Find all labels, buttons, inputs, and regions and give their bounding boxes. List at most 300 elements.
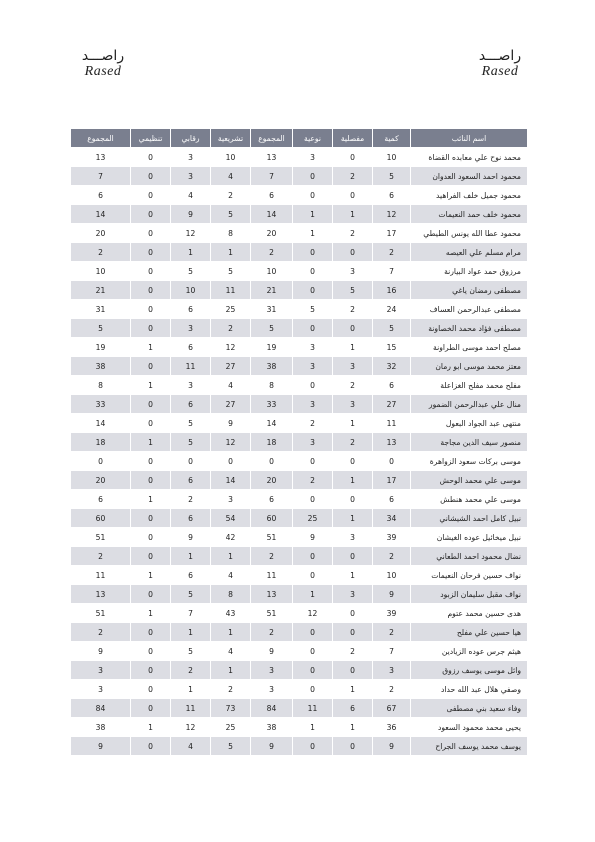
value-cell: 4 — [171, 737, 211, 756]
column-header: اسم النائب — [411, 129, 528, 148]
value-cell: 15 — [373, 338, 411, 357]
value-cell: 33 — [71, 395, 131, 414]
value-cell: 1 — [333, 566, 373, 585]
value-cell: 7 — [251, 167, 293, 186]
value-cell: 1 — [333, 471, 373, 490]
value-cell: 2 — [71, 623, 131, 642]
value-cell: 0 — [131, 224, 171, 243]
value-cell: 0 — [131, 262, 171, 281]
mp-name-cell: منال علي عبدالرحمن الضمور — [411, 395, 528, 414]
value-cell: 4 — [211, 642, 251, 661]
value-cell: 20 — [251, 471, 293, 490]
value-cell: 1 — [171, 547, 211, 566]
value-cell: 2 — [333, 224, 373, 243]
value-cell: 2 — [333, 433, 373, 452]
value-cell: 1 — [333, 680, 373, 699]
value-cell: 20 — [71, 471, 131, 490]
value-cell: 36 — [373, 718, 411, 737]
value-cell: 0 — [333, 604, 373, 623]
value-cell: 0 — [131, 528, 171, 547]
value-cell: 38 — [251, 357, 293, 376]
rased-logo-left — [68, 48, 138, 80]
value-cell: 13 — [251, 148, 293, 167]
column-header: تنظيمي — [131, 129, 171, 148]
mp-name-cell: محمود عطا الله يونس الطيطي — [411, 224, 528, 243]
value-cell: 1 — [211, 243, 251, 262]
mp-name-cell: مرزوق حمد عواد البيارنة — [411, 262, 528, 281]
value-cell: 7 — [71, 167, 131, 186]
table-row — [71, 414, 528, 433]
value-cell: 11 — [171, 357, 211, 376]
value-cell: 3 — [171, 148, 211, 167]
value-cell: 0 — [251, 452, 293, 471]
value-cell: 3 — [333, 528, 373, 547]
value-cell: 0 — [71, 452, 131, 471]
value-cell: 32 — [373, 357, 411, 376]
table-row — [71, 623, 528, 642]
value-cell: 6 — [171, 395, 211, 414]
value-cell: 19 — [71, 338, 131, 357]
value-cell: 39 — [373, 528, 411, 547]
value-cell: 38 — [251, 718, 293, 737]
value-cell: 4 — [211, 167, 251, 186]
value-cell: 3 — [293, 357, 333, 376]
table-row — [71, 395, 528, 414]
value-cell: 5 — [211, 737, 251, 756]
value-cell: 1 — [333, 205, 373, 224]
value-cell: 0 — [333, 661, 373, 680]
mp-name-cell: وفاء سعيد بني مصطفى — [411, 699, 528, 718]
value-cell: 9 — [373, 585, 411, 604]
table-row — [71, 186, 528, 205]
value-cell: 13 — [71, 148, 131, 167]
mp-name-cell: يوسف محمد يوسف الجراح — [411, 737, 528, 756]
value-cell: 10 — [71, 262, 131, 281]
value-cell: 6 — [251, 490, 293, 509]
value-cell: 10 — [171, 281, 211, 300]
value-cell: 5 — [211, 205, 251, 224]
value-cell: 0 — [131, 414, 171, 433]
table-row — [71, 547, 528, 566]
value-cell: 0 — [131, 585, 171, 604]
value-cell: 11 — [251, 566, 293, 585]
value-cell: 0 — [293, 737, 333, 756]
value-cell: 2 — [71, 547, 131, 566]
value-cell: 0 — [293, 642, 333, 661]
mp-name-cell: مصطفى فؤاد محمد الخصاونة — [411, 319, 528, 338]
value-cell: 0 — [293, 490, 333, 509]
value-cell: 1 — [131, 566, 171, 585]
value-cell: 9 — [71, 642, 131, 661]
value-cell: 0 — [333, 452, 373, 471]
value-cell: 1 — [211, 547, 251, 566]
value-cell: 39 — [373, 604, 411, 623]
column-header: رقابي — [171, 129, 211, 148]
value-cell: 0 — [333, 243, 373, 262]
table-row — [71, 661, 528, 680]
value-cell: 19 — [251, 338, 293, 357]
value-cell: 0 — [131, 471, 171, 490]
value-cell: 1 — [333, 718, 373, 737]
table-row — [71, 509, 528, 528]
table-row — [71, 205, 528, 224]
value-cell: 27 — [373, 395, 411, 414]
table-row — [71, 718, 528, 737]
table-row — [71, 642, 528, 661]
value-cell: 34 — [373, 509, 411, 528]
value-cell: 51 — [251, 528, 293, 547]
table-row — [71, 471, 528, 490]
value-cell: 5 — [71, 319, 131, 338]
table-row — [71, 300, 528, 319]
mp-name-cell: موسى علي محمد هنطش — [411, 490, 528, 509]
mp-name-cell: موسى بركات سعود الزواهرة — [411, 452, 528, 471]
mp-name-cell: هيثم جرس عوده الزيادين — [411, 642, 528, 661]
value-cell: 18 — [251, 433, 293, 452]
table-row — [71, 338, 528, 357]
value-cell: 51 — [71, 528, 131, 547]
column-header: تشريعية — [211, 129, 251, 148]
value-cell: 6 — [71, 186, 131, 205]
value-cell: 6 — [171, 300, 211, 319]
value-cell: 10 — [251, 262, 293, 281]
value-cell: 0 — [131, 243, 171, 262]
value-cell: 3 — [251, 680, 293, 699]
value-cell: 2 — [333, 642, 373, 661]
mp-name-cell: محمود خلف حمد النعيمات — [411, 205, 528, 224]
value-cell: 14 — [211, 471, 251, 490]
value-cell: 0 — [293, 319, 333, 338]
value-cell: 14 — [71, 205, 131, 224]
value-cell: 33 — [251, 395, 293, 414]
mp-name-cell: مفلح محمد مفلح الغزاعلة — [411, 376, 528, 395]
value-cell: 0 — [131, 452, 171, 471]
value-cell: 10 — [373, 148, 411, 167]
value-cell: 6 — [251, 186, 293, 205]
value-cell: 9 — [211, 414, 251, 433]
value-cell: 3 — [293, 433, 333, 452]
value-cell: 21 — [71, 281, 131, 300]
value-cell: 13 — [71, 585, 131, 604]
value-cell: 9 — [251, 642, 293, 661]
value-cell: 3 — [211, 490, 251, 509]
table-row — [71, 148, 528, 167]
table-row — [71, 433, 528, 452]
value-cell: 18 — [71, 433, 131, 452]
value-cell: 0 — [293, 243, 333, 262]
value-cell: 0 — [131, 642, 171, 661]
value-cell: 0 — [293, 281, 333, 300]
value-cell: 16 — [373, 281, 411, 300]
value-cell: 2 — [211, 186, 251, 205]
mp-name-cell: وصفي هلال عبد الله حداد — [411, 680, 528, 699]
value-cell: 2 — [171, 490, 211, 509]
table-row — [71, 281, 528, 300]
table-row — [71, 452, 528, 471]
value-cell: 0 — [131, 148, 171, 167]
value-cell: 1 — [131, 490, 171, 509]
value-cell: 2 — [211, 319, 251, 338]
value-cell: 6 — [171, 471, 211, 490]
value-cell: 0 — [333, 737, 373, 756]
value-cell: 8 — [211, 224, 251, 243]
value-cell: 3 — [171, 319, 211, 338]
value-cell: 5 — [373, 319, 411, 338]
value-cell: 0 — [131, 737, 171, 756]
logo-english-text: Rased — [84, 64, 122, 79]
value-cell: 0 — [131, 661, 171, 680]
value-cell: 1 — [293, 224, 333, 243]
value-cell: 5 — [171, 585, 211, 604]
mp-name-cell: موسى علي محمد الوحش — [411, 471, 528, 490]
mp-name-cell: محمود جميل خلف الفراهيد — [411, 186, 528, 205]
value-cell: 54 — [211, 509, 251, 528]
value-cell: 0 — [211, 452, 251, 471]
value-cell: 1 — [171, 680, 211, 699]
value-cell: 9 — [251, 737, 293, 756]
value-cell: 0 — [131, 547, 171, 566]
value-cell: 2 — [333, 300, 373, 319]
mp-name-cell: معتز محمد موسى ابو رمان — [411, 357, 528, 376]
value-cell: 9 — [293, 528, 333, 547]
value-cell: 6 — [171, 338, 211, 357]
mp-name-cell: منتهى عبد الجواد البعول — [411, 414, 528, 433]
value-cell: 11 — [71, 566, 131, 585]
value-cell: 1 — [333, 414, 373, 433]
value-cell: 38 — [71, 718, 131, 737]
value-cell: 7 — [373, 642, 411, 661]
value-cell: 9 — [373, 737, 411, 756]
value-cell: 12 — [171, 224, 211, 243]
value-cell: 1 — [211, 661, 251, 680]
value-cell: 0 — [293, 566, 333, 585]
value-cell: 42 — [211, 528, 251, 547]
value-cell: 3 — [293, 395, 333, 414]
value-cell: 0 — [293, 661, 333, 680]
table-row — [71, 224, 528, 243]
value-cell: 17 — [373, 471, 411, 490]
mp-name-cell: هدى حسين محمد عتوم — [411, 604, 528, 623]
value-cell: 7 — [171, 604, 211, 623]
value-cell: 1 — [333, 338, 373, 357]
value-cell: 12 — [211, 433, 251, 452]
mp-activity-table — [70, 128, 528, 756]
mp-name-cell: نواف مقبل سليمان الزبود — [411, 585, 528, 604]
mp-name-cell: محمد نوح علي معابده القضاة — [411, 148, 528, 167]
value-cell: 0 — [293, 186, 333, 205]
value-cell: 27 — [211, 357, 251, 376]
table-row — [71, 357, 528, 376]
table-row — [71, 262, 528, 281]
value-cell: 0 — [293, 376, 333, 395]
value-cell: 0 — [293, 547, 333, 566]
value-cell: 3 — [171, 167, 211, 186]
table-body — [71, 148, 528, 756]
table-row — [71, 490, 528, 509]
value-cell: 2 — [333, 167, 373, 186]
value-cell: 10 — [211, 148, 251, 167]
table-row — [71, 566, 528, 585]
value-cell: 14 — [71, 414, 131, 433]
value-cell: 14 — [251, 414, 293, 433]
value-cell: 6 — [171, 566, 211, 585]
value-cell: 67 — [373, 699, 411, 718]
value-cell: 0 — [131, 623, 171, 642]
rased-logo-right — [465, 48, 535, 80]
value-cell: 5 — [171, 433, 211, 452]
value-cell: 20 — [71, 224, 131, 243]
value-cell: 4 — [211, 566, 251, 585]
logo-english-text: Rased — [481, 64, 519, 79]
value-cell: 6 — [373, 490, 411, 509]
value-cell: 0 — [333, 623, 373, 642]
value-cell: 1 — [293, 585, 333, 604]
value-cell: 0 — [293, 167, 333, 186]
value-cell: 9 — [171, 205, 211, 224]
value-cell: 3 — [373, 661, 411, 680]
value-cell: 1 — [131, 338, 171, 357]
value-cell: 0 — [131, 205, 171, 224]
value-cell: 2 — [251, 623, 293, 642]
value-cell: 84 — [71, 699, 131, 718]
mp-name-cell: يحيى محمد محمود السعود — [411, 718, 528, 737]
value-cell: 1 — [171, 243, 211, 262]
value-cell: 1 — [131, 376, 171, 395]
value-cell: 7 — [373, 262, 411, 281]
table-row — [71, 737, 528, 756]
value-cell: 84 — [251, 699, 293, 718]
table-row — [71, 376, 528, 395]
mp-name-cell: مصلح احمد موسى الطراونة — [411, 338, 528, 357]
value-cell: 25 — [293, 509, 333, 528]
value-cell: 12 — [293, 604, 333, 623]
value-cell: 9 — [171, 528, 211, 547]
table-row — [71, 243, 528, 262]
value-cell: 9 — [71, 737, 131, 756]
value-cell: 3 — [333, 262, 373, 281]
value-cell: 0 — [293, 623, 333, 642]
column-header: نوعية — [293, 129, 333, 148]
mp-name-cell: نضال محمود احمد الطعاني — [411, 547, 528, 566]
value-cell: 12 — [373, 205, 411, 224]
value-cell: 5 — [373, 167, 411, 186]
value-cell: 13 — [373, 433, 411, 452]
value-cell: 3 — [333, 357, 373, 376]
column-header: كمية — [373, 129, 411, 148]
column-header: مفصلية — [333, 129, 373, 148]
value-cell: 1 — [293, 718, 333, 737]
value-cell: 8 — [211, 585, 251, 604]
value-cell: 0 — [293, 452, 333, 471]
value-cell: 6 — [373, 186, 411, 205]
value-cell: 38 — [71, 357, 131, 376]
value-cell: 0 — [333, 186, 373, 205]
value-cell: 3 — [71, 661, 131, 680]
value-cell: 2 — [293, 414, 333, 433]
value-cell: 12 — [211, 338, 251, 357]
mp-name-cell: مصطفى رمضان ياغي — [411, 281, 528, 300]
value-cell: 1 — [131, 433, 171, 452]
value-cell: 51 — [71, 604, 131, 623]
value-cell: 2 — [373, 680, 411, 699]
value-cell: 0 — [131, 357, 171, 376]
value-cell: 2 — [171, 661, 211, 680]
logo-arabic-text: راصـــد — [478, 48, 522, 64]
value-cell: 0 — [293, 680, 333, 699]
value-cell: 5 — [251, 319, 293, 338]
value-cell: 3 — [333, 585, 373, 604]
value-cell: 4 — [171, 186, 211, 205]
value-cell: 0 — [171, 452, 211, 471]
value-cell: 5 — [211, 262, 251, 281]
value-cell: 0 — [131, 167, 171, 186]
value-cell: 60 — [71, 509, 131, 528]
value-cell: 1 — [211, 623, 251, 642]
logo-arabic-text: راصـــد — [81, 48, 125, 64]
value-cell: 0 — [333, 319, 373, 338]
value-cell: 2 — [251, 547, 293, 566]
table-row — [71, 604, 528, 623]
value-cell: 8 — [71, 376, 131, 395]
value-cell: 1 — [171, 623, 211, 642]
value-cell: 5 — [171, 414, 211, 433]
table-row — [71, 167, 528, 186]
mp-name-cell: وائل موسى يوسف رزوق — [411, 661, 528, 680]
table-row — [71, 319, 528, 338]
value-cell: 25 — [211, 718, 251, 737]
table-row — [71, 585, 528, 604]
value-cell: 1 — [293, 205, 333, 224]
value-cell: 2 — [333, 376, 373, 395]
value-cell: 6 — [171, 509, 211, 528]
value-cell: 0 — [131, 186, 171, 205]
value-cell: 17 — [373, 224, 411, 243]
column-header: المجموع — [251, 129, 293, 148]
value-cell: 0 — [131, 395, 171, 414]
value-cell: 1 — [131, 718, 171, 737]
value-cell: 3 — [293, 148, 333, 167]
mp-name-cell: نبيل كامل احمد الشيشاني — [411, 509, 528, 528]
value-cell: 5 — [293, 300, 333, 319]
value-cell: 3 — [251, 661, 293, 680]
value-cell: 1 — [131, 604, 171, 623]
value-cell: 0 — [293, 262, 333, 281]
value-cell: 51 — [251, 604, 293, 623]
value-cell: 60 — [251, 509, 293, 528]
mp-name-cell: نبيل ميخائيل عوده الغيشان — [411, 528, 528, 547]
value-cell: 21 — [251, 281, 293, 300]
value-cell: 2 — [71, 243, 131, 262]
value-cell: 12 — [171, 718, 211, 737]
value-cell: 73 — [211, 699, 251, 718]
value-cell: 3 — [71, 680, 131, 699]
value-cell: 10 — [373, 566, 411, 585]
value-cell: 2 — [211, 680, 251, 699]
value-cell: 0 — [333, 490, 373, 509]
value-cell: 0 — [131, 509, 171, 528]
value-cell: 25 — [211, 300, 251, 319]
value-cell: 11 — [293, 699, 333, 718]
value-cell: 4 — [211, 376, 251, 395]
value-cell: 0 — [131, 699, 171, 718]
value-cell: 0 — [131, 281, 171, 300]
value-cell: 2 — [373, 623, 411, 642]
value-cell: 5 — [171, 262, 211, 281]
mp-name-cell: منصور سيف الدين مجاجة — [411, 433, 528, 452]
value-cell: 31 — [71, 300, 131, 319]
value-cell: 14 — [251, 205, 293, 224]
table-row — [71, 528, 528, 547]
